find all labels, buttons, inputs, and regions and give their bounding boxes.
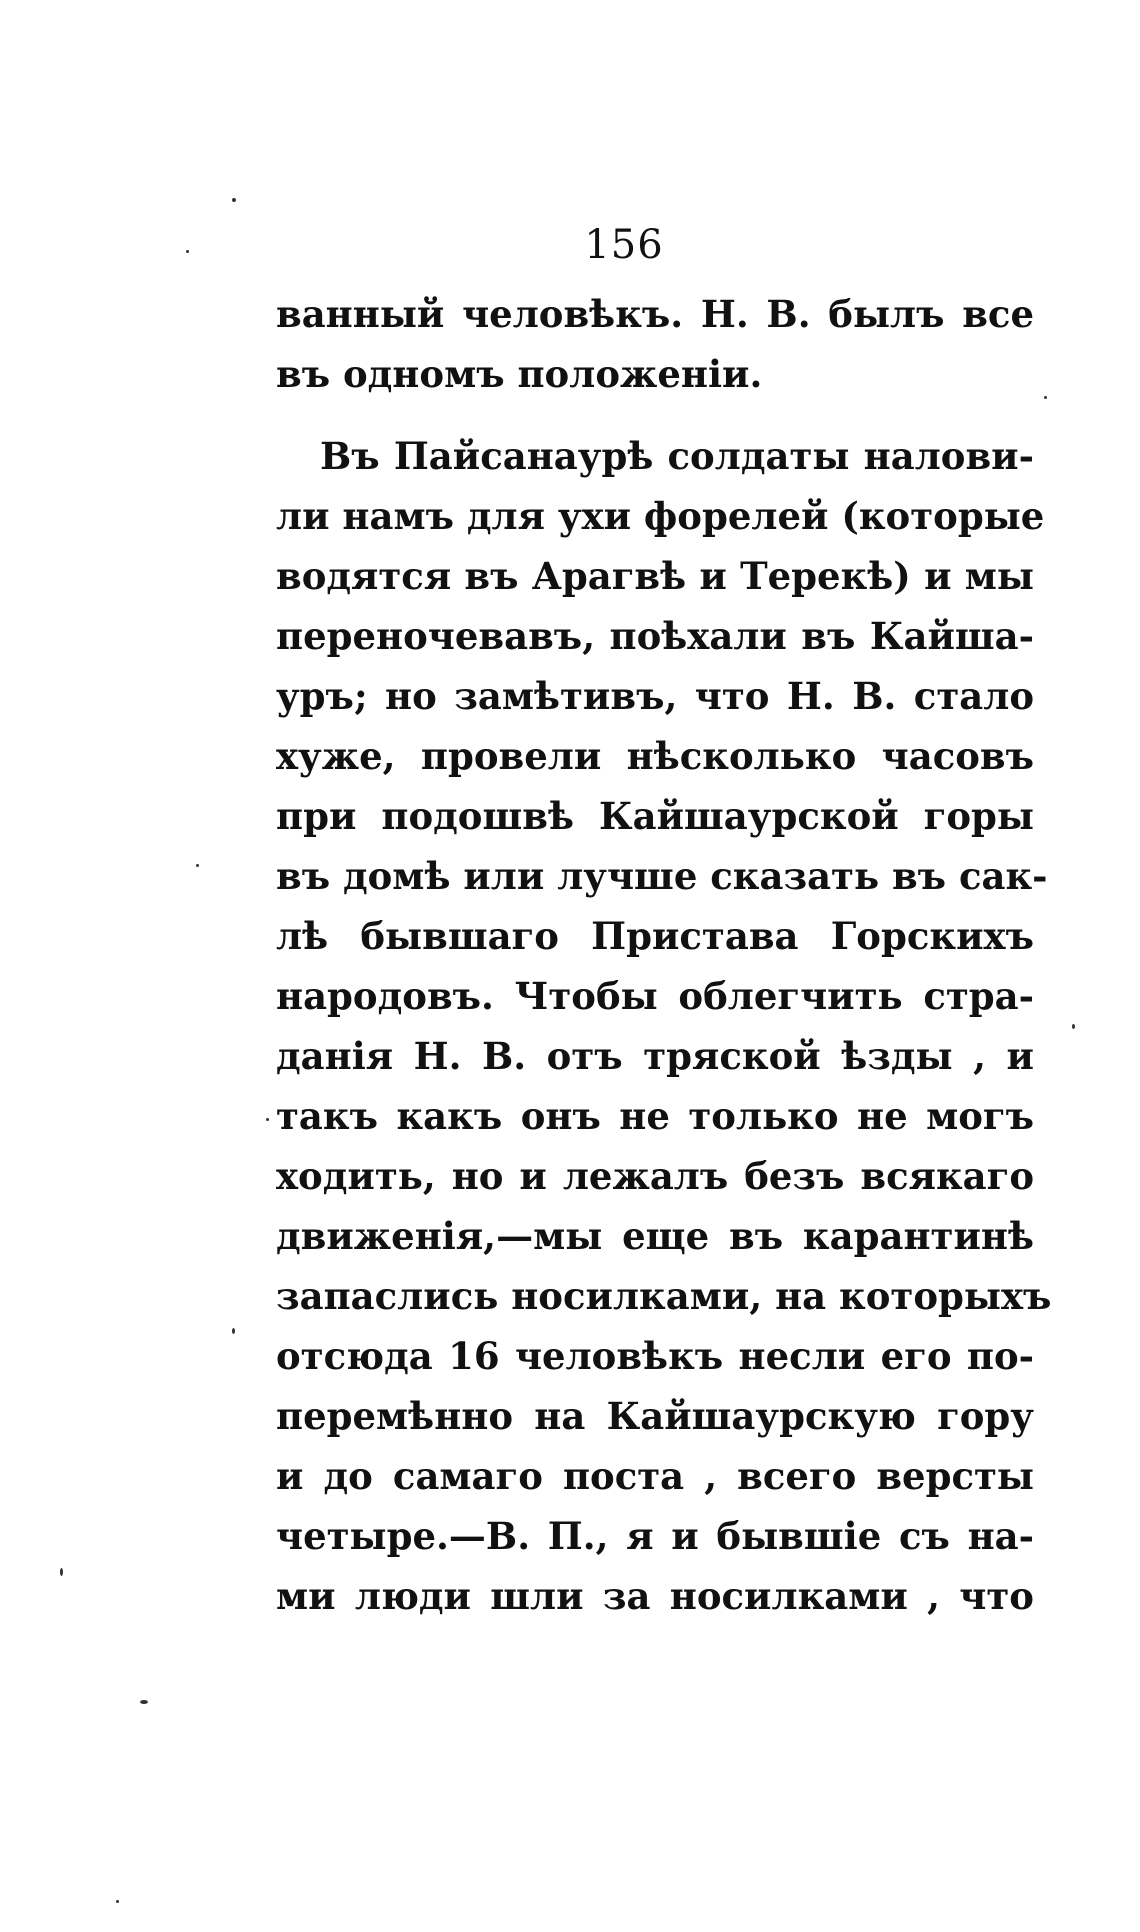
text-line: переночевавъ, поѣхали въ Кайша- <box>276 614 1034 658</box>
text-line: ми люди шли за носилками , что <box>276 1574 1034 1618</box>
text-line: ходить, но и лежалъ безъ всякаго <box>276 1154 1034 1198</box>
text-line: перемѣнно на Кайшаурскую гору <box>276 1394 1034 1438</box>
text-line: въ одномъ положеніи. <box>276 352 763 396</box>
scan-speck <box>1044 396 1047 399</box>
scan-speck <box>140 1700 148 1704</box>
text-line: при подошвѣ Кайшаурской горы <box>276 794 1034 838</box>
text-line: лѣ бывшаго Пристава Горскихъ <box>276 914 1034 958</box>
text-line: водятся въ Арагвѣ и Терекѣ) и мы <box>276 554 1034 598</box>
text-line: такъ какъ онъ не только не могъ <box>276 1094 1034 1138</box>
text-line: народовъ. Чтобы облегчить стра- <box>276 974 1034 1018</box>
text-line: ванный человѣкъ. Н. В. былъ все <box>276 292 1034 336</box>
body-text <box>276 284 1052 1626</box>
page-number: 156 <box>584 222 664 268</box>
scan-speck <box>232 1328 235 1334</box>
text-line: и до самаго поста , всего версты <box>276 1454 1034 1498</box>
scan-speck <box>116 1900 119 1903</box>
scan-speck <box>1072 1024 1075 1029</box>
scan-speck <box>60 1568 63 1576</box>
scan-speck <box>232 198 236 202</box>
scan-speck <box>266 1118 269 1121</box>
text-line: отсюда 16 человѣкъ несли его по- <box>276 1334 1034 1378</box>
text-line: четыре.—В. П., я и бывшіе съ на- <box>276 1514 1034 1558</box>
paragraph-first-line: Въ Пайсанаурѣ солдаты налови- <box>320 434 1034 478</box>
text-line: движенія,—мы еще въ карантинѣ <box>276 1214 1034 1258</box>
text-line: хуже, провели нѣсколько часовъ <box>276 734 1034 778</box>
text-line: запаслись носилками, на которыхъ <box>276 1274 1052 1318</box>
text-line: уръ; но замѣтивъ, что Н. В. стало <box>276 674 1034 718</box>
scan-speck <box>196 864 199 867</box>
scan-speck <box>186 250 189 253</box>
text-line: въ домѣ или лучше сказать въ сак- <box>276 854 1048 898</box>
text-line: ли намъ для ухи форелей (которые <box>276 494 1045 538</box>
text-line: данія Н. В. отъ тряской ѣзды , и <box>276 1034 1034 1078</box>
